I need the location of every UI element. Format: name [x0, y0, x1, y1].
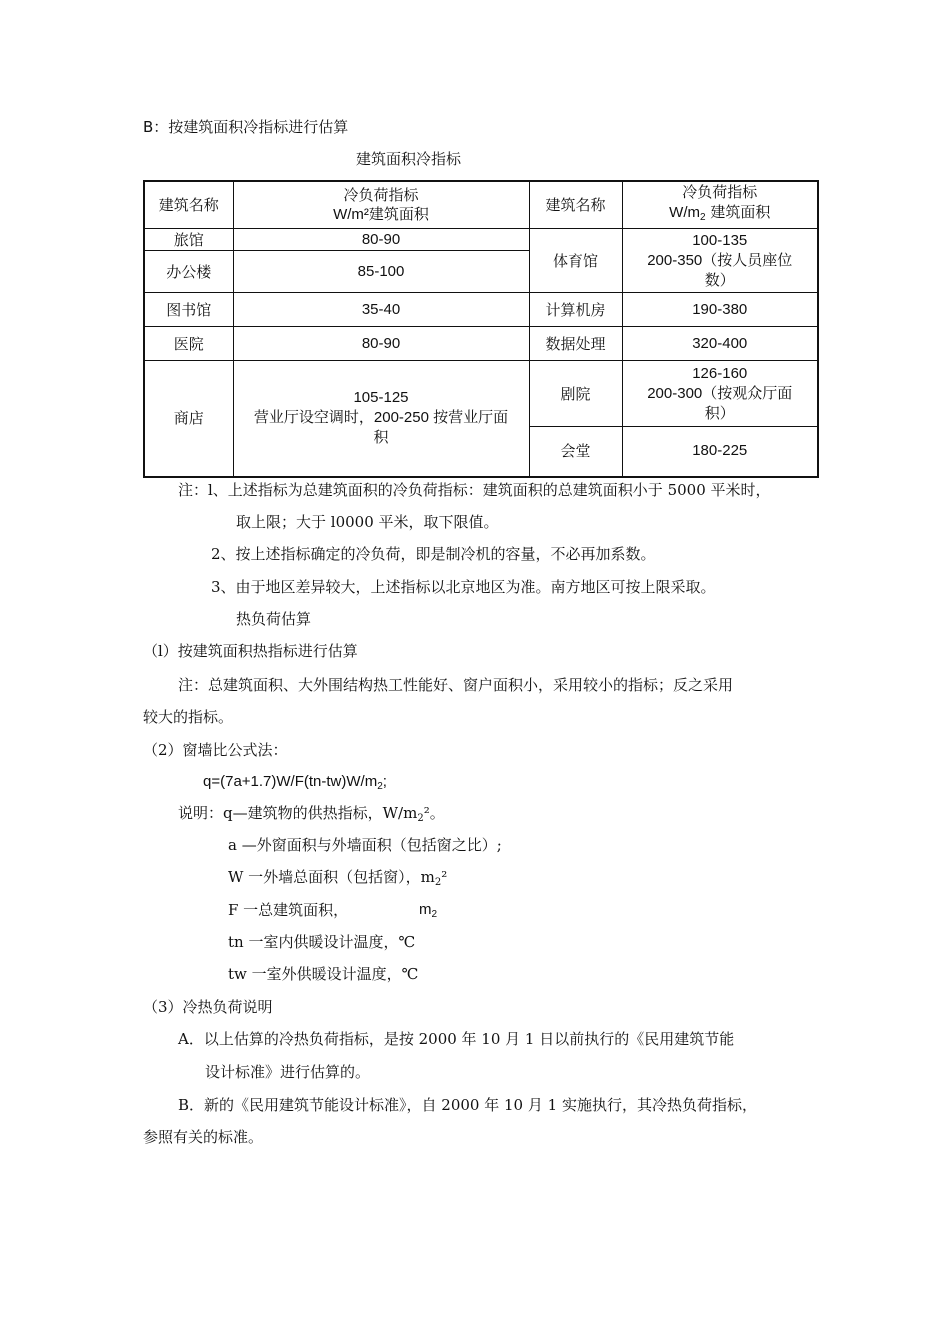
formula — [203, 772, 387, 797]
unit-prefix: W/m — [669, 204, 700, 221]
definition-w — [228, 867, 447, 893]
cell-value: 190-380 — [622, 293, 818, 327]
header-building-name-right: 建筑名称 — [529, 181, 622, 229]
cell-value-line: 200-350（按人员座位 — [647, 251, 793, 269]
heat-load-title: 热负荷估算 — [236, 610, 312, 628]
table-row — [144, 229, 818, 251]
def-w-subscript: 2 — [434, 877, 442, 888]
def-f-unit-text: m — [419, 901, 432, 918]
def-f-subscript: 2 — [431, 909, 438, 920]
formula-subscript: 2 — [377, 781, 383, 792]
header-index-line1: 冷负荷指标 — [343, 186, 419, 204]
cell-name: 办公楼 — [144, 251, 233, 293]
cell-name: 数据处理 — [529, 327, 622, 361]
cell-value-line: 数） — [704, 271, 735, 289]
unit-suffix: 建筑面积 — [705, 203, 771, 221]
cell-name: 剧院 — [529, 361, 622, 427]
unit-subscript: 2 — [699, 212, 706, 223]
heat-section-3-b-line2: 参照有关的标准。 — [143, 1128, 264, 1146]
definition-f: F 一总建筑面积， — [228, 901, 349, 919]
table-header-row — [144, 181, 818, 229]
formula-end: ; — [382, 773, 387, 790]
cold-index-table — [143, 180, 819, 478]
def-w-text: W 一外墙总面积（包括窗），m — [228, 868, 435, 886]
cell-value-line: 积 — [373, 429, 389, 447]
cell-name: 商店 — [144, 361, 233, 477]
header-cold-index — [233, 181, 529, 229]
header-cold-index-right — [622, 181, 818, 229]
note-1-line2: 取上限；大于 l0000 平米，取下限值。 — [236, 513, 499, 531]
cell-value: 180-225 — [622, 427, 818, 477]
formula-explanation — [178, 803, 445, 829]
cell-value: 80-90 — [233, 229, 529, 251]
definition-f-unit — [419, 900, 437, 925]
cell-value-line: 积） — [704, 404, 735, 422]
cell-value-line: 105-125 — [353, 389, 409, 407]
header-building-name: 建筑名称 — [144, 181, 233, 229]
cell-value-line: 营业厅设空调时，200-250 按营业厅面 — [253, 409, 509, 427]
cell-name: 图书馆 — [144, 293, 233, 327]
formula-main: q=(7a+1.7)W/F(tn-tw)W/m — [203, 773, 378, 790]
table-row — [144, 293, 818, 327]
cell-value-line: 100-135 — [692, 231, 748, 249]
explain-text: 说明：q—建筑物的供热指标，W/m — [178, 804, 418, 822]
cell-name: 旅馆 — [144, 229, 233, 251]
table-row — [144, 361, 818, 427]
cell-value — [622, 229, 818, 293]
heat-section-1-note-line1: 注：总建筑面积、大外围结构热工性能好、窗户面积小，采用较小的指标；反之采用 — [178, 676, 734, 694]
explain-subscript: 2 — [417, 813, 424, 824]
heat-section-3-title: （3）冷热负荷说明 — [143, 998, 273, 1016]
heat-section-3-a-line2: 设计标准》进行估算的。 — [205, 1063, 371, 1081]
table-caption: 建筑面积冷指标 — [356, 150, 462, 168]
cell-value — [233, 361, 529, 477]
def-w-suffix: ² — [441, 868, 448, 886]
heat-section-3-a-line1: A．以上估算的冷热负荷指标，是按 2000 年 10 月 1 日以前执行的《民用建筑节能 — [178, 1030, 735, 1048]
definition-a: a —外窗面积与外墙面积（包括窗之比）; — [228, 836, 502, 854]
cell-name: 计算机房 — [529, 293, 622, 327]
cell-value: 80-90 — [233, 327, 529, 361]
table-row — [144, 327, 818, 361]
heat-section-1-note-line2: 较大的指标。 — [143, 708, 234, 726]
cell-value-line: 126-160 — [692, 364, 748, 382]
heat-section-2-title: （2）窗墙比公式法： — [143, 741, 288, 759]
header-index-unit: W/m²建筑面积 — [333, 206, 429, 223]
note-1-line1: 注：l、上述指标为总建筑面积的冷负荷指标：建筑面积的总建筑面积小于 5000 平米时， — [178, 481, 771, 499]
cell-value — [622, 361, 818, 427]
header-index-line1-right: 冷负荷指标 — [682, 183, 758, 201]
cell-name: 医院 — [144, 327, 233, 361]
explain-suffix: ²。 — [423, 804, 445, 822]
cell-value-line: 200-300（按观众厅面 — [647, 384, 793, 402]
definition-tn: tn 一室内供暖设计温度，℃ — [228, 933, 416, 951]
heat-section-3-b-line1: B．新的《民用建筑节能设计标准》，自 2000 年 10 月 1 实施执行，其冷热负荷指标， — [178, 1096, 757, 1114]
cell-name: 体育馆 — [529, 229, 622, 293]
section-b-heading: B：按建筑面积冷指标进行估算 — [143, 118, 349, 136]
cell-value: 35-40 — [233, 293, 529, 327]
cell-value: 320-400 — [622, 327, 818, 361]
definition-tw: tw 一室外供暖设计温度，℃ — [228, 965, 419, 983]
cell-value: 85-100 — [233, 251, 529, 293]
heat-section-1-title: （l）按建筑面积热指标进行估算 — [143, 642, 358, 660]
note-2: 2、按上述指标确定的冷负荷，即是制冷机的容量，不必再加系数。 — [211, 545, 656, 563]
cell-name: 会堂 — [529, 427, 622, 477]
note-3: 3、由于地区差异较大，上述指标以北京地区为准。南方地区可按上限采取。 — [211, 578, 716, 596]
